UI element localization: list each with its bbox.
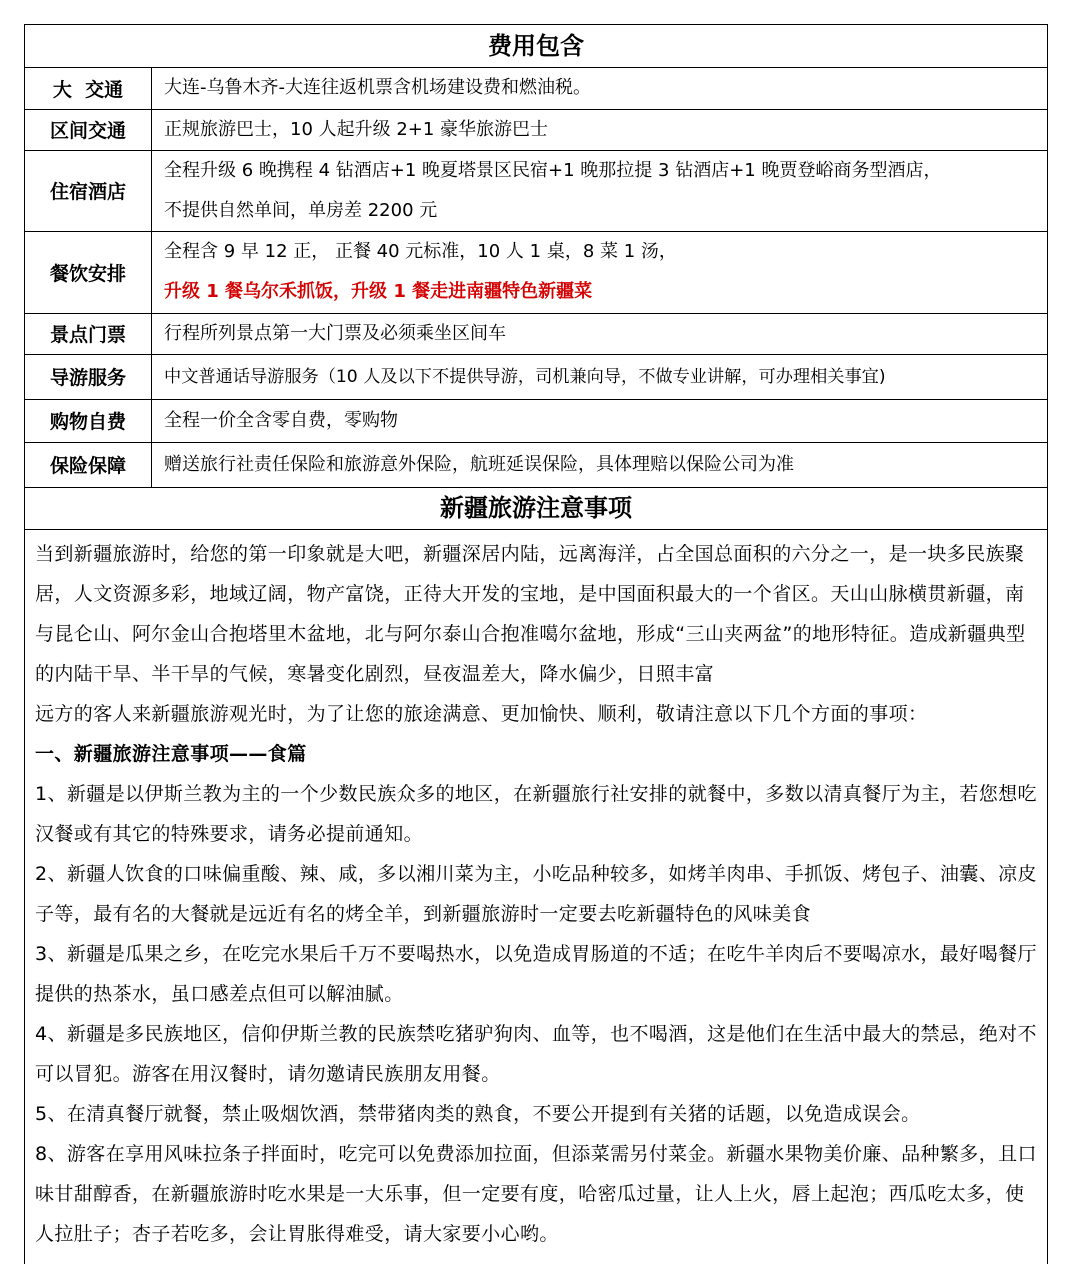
fees-row-label: 餐饮安排 — [25, 231, 152, 313]
fees-row — [25, 399, 1047, 442]
fees-row-label: 住宿酒店 — [25, 150, 152, 231]
fees-value-line: 不提供自然单间，单房差 2200 元 — [164, 199, 438, 221]
notes-body — [25, 530, 1047, 1254]
fees-row-value — [152, 109, 1048, 150]
fees-table — [25, 68, 1047, 488]
notes-item: 8、游客在享用风味拉条子拌面时，吃完可以免费添加拉面，但添菜需另付菜金。新疆水果物美价廉、品种繁多，且口味甘甜醇香，在新疆旅游时吃水果是一大乐事，但一定要有度，哈密瓜过量，让人上火，唇上起泡；西瓜吃太多，使人拉肚子；杏子若吃多，会让胃胀得难受，请大家要小心哟。 — [35, 1142, 1037, 1245]
notes-item: 1、新疆是以伊斯兰教为主的一个少数民族众多的地区，在新疆旅行社安排的就餐中，多数以清真餐厅为主，若您想吃汉餐或有其它的特殊要求，请务必提前通知。 — [35, 782, 1037, 845]
notes-item: 5、在清真餐厅就餐，禁止吸烟饮酒，禁带猪肉类的熟食，不要公开提到有关猪的话题，以免造成误会。 — [35, 1102, 921, 1125]
fees-row — [25, 150, 1047, 231]
fees-row — [25, 231, 1047, 313]
fees-row — [25, 109, 1047, 150]
notes-intro-paragraph: 远方的客人来新疆旅游观光时，为了让您的旅途满意、更加愉快、顺利，敬请注意以下几个方面的事项： — [35, 702, 928, 725]
fees-value-line: 行程所列景点第一大门票及必须乘坐区间车 — [164, 322, 506, 344]
fees-value-line: 中文普通话导游服务（10 人及以下不提供导游，司机兼向导，不做专业讲解，可办理相关事宜) — [164, 366, 886, 387]
meal-upgrade-highlight: 升级 1 餐乌尔禾抓饭，升级 1 餐走进南疆特色新疆菜 — [164, 281, 593, 302]
fees-value-line: 正规旅游巴士，10 人起升级 2+1 豪华旅游巴士 — [164, 118, 549, 140]
notes-item: 2、新疆人饮食的口味偏重酸、辣、咸，多以湘川菜为主，小吃品种较多，如烤羊肉串、手抓饭、烤包子、油囊、凉皮子等，最有名的大餐就是远近有名的烤全羊，到新疆旅游时一定要去吃新疆特色的风味美食 — [35, 862, 1037, 925]
fees-row-value — [152, 442, 1048, 487]
fees-row-label: 购物自费 — [25, 399, 152, 442]
fees-row-label: 景点门票 — [25, 313, 152, 354]
fees-row-label: 区间交通 — [25, 109, 152, 150]
fees-value-line: 全程一价全含零自费，零购物 — [164, 409, 398, 431]
fees-row-value — [152, 68, 1048, 109]
fees-row-label: 导游服务 — [25, 354, 152, 399]
fees-value-line: 全程含 9 早 12 正， 正餐 40 元标准，10 人 1 桌，8 菜 1 汤， — [164, 241, 677, 262]
fees-row — [25, 442, 1047, 487]
notes-item: 3、新疆是瓜果之乡，在吃完水果后千万不要喝热水，以免造成胃肠道的不适；在吃牛羊肉后不要喝凉水，最好喝餐厅提供的热茶水，虽口感差点但可以解油腻。 — [35, 942, 1037, 1005]
fees-title: 费用包含 — [25, 25, 1047, 68]
fees-row-label: 保险保障 — [25, 442, 152, 487]
fees-row — [25, 313, 1047, 354]
fees-value-line: 全程升级 6 晚携程 4 钻酒店+1 晚夏塔景区民宿+1 晚那拉提 3 钻酒店+1 晚贾登峪商务型酒店， — [164, 159, 942, 181]
fees-value-line: 赠送旅行社责任保险和旅游意外保险，航班延误保险，具体理赔以保险公司为准 — [164, 453, 794, 475]
fees-row-value — [152, 231, 1048, 313]
fees-value-line: 大连-乌鲁木齐-大连往返机票含机场建设费和燃油税。 — [164, 77, 591, 99]
notes-title: 新疆旅游注意事项 — [25, 488, 1047, 530]
document-sheet — [24, 24, 1048, 1264]
fees-row-label: 大 交通 — [25, 68, 152, 109]
notes-item: 4、新疆是多民族地区，信仰伊斯兰教的民族禁吃猪驴狗肉、血等，也不喝酒，这是他们在生活中最大的禁忌，绝对不可以冒犯。游客在用汉餐时，请勿邀请民族朋友用餐。 — [35, 1022, 1037, 1085]
fees-row-value — [152, 150, 1048, 231]
fees-row-value — [152, 399, 1048, 442]
fees-row-value — [152, 313, 1048, 354]
fees-row-value — [152, 354, 1048, 399]
notes-intro-paragraph: 当到新疆旅游时，给您的第一印象就是大吧，新疆深居内陆，远离海洋，占全国总面积的六分之一，是一块多民族聚居，人文资源多彩，地域辽阔，物产富饶，正待大开发的宝地，是中国面积最大的一个省区。天山山脉横贯新疆，南与昆仑山、阿尔金山合抱塔里木盆地，北与阿尔泰山合抱准噶尔盆地，形成“三山夹两盆”的地形特征。造成新疆典型的内陆干旱、半干旱的气候，寒暑变化剧烈，昼夜温差大，降水偏少，日照丰富 — [35, 542, 1026, 685]
fees-row — [25, 68, 1047, 109]
notes-section-heading: 一、新疆旅游注意事项——食篇 — [35, 742, 307, 765]
fees-row — [25, 354, 1047, 399]
